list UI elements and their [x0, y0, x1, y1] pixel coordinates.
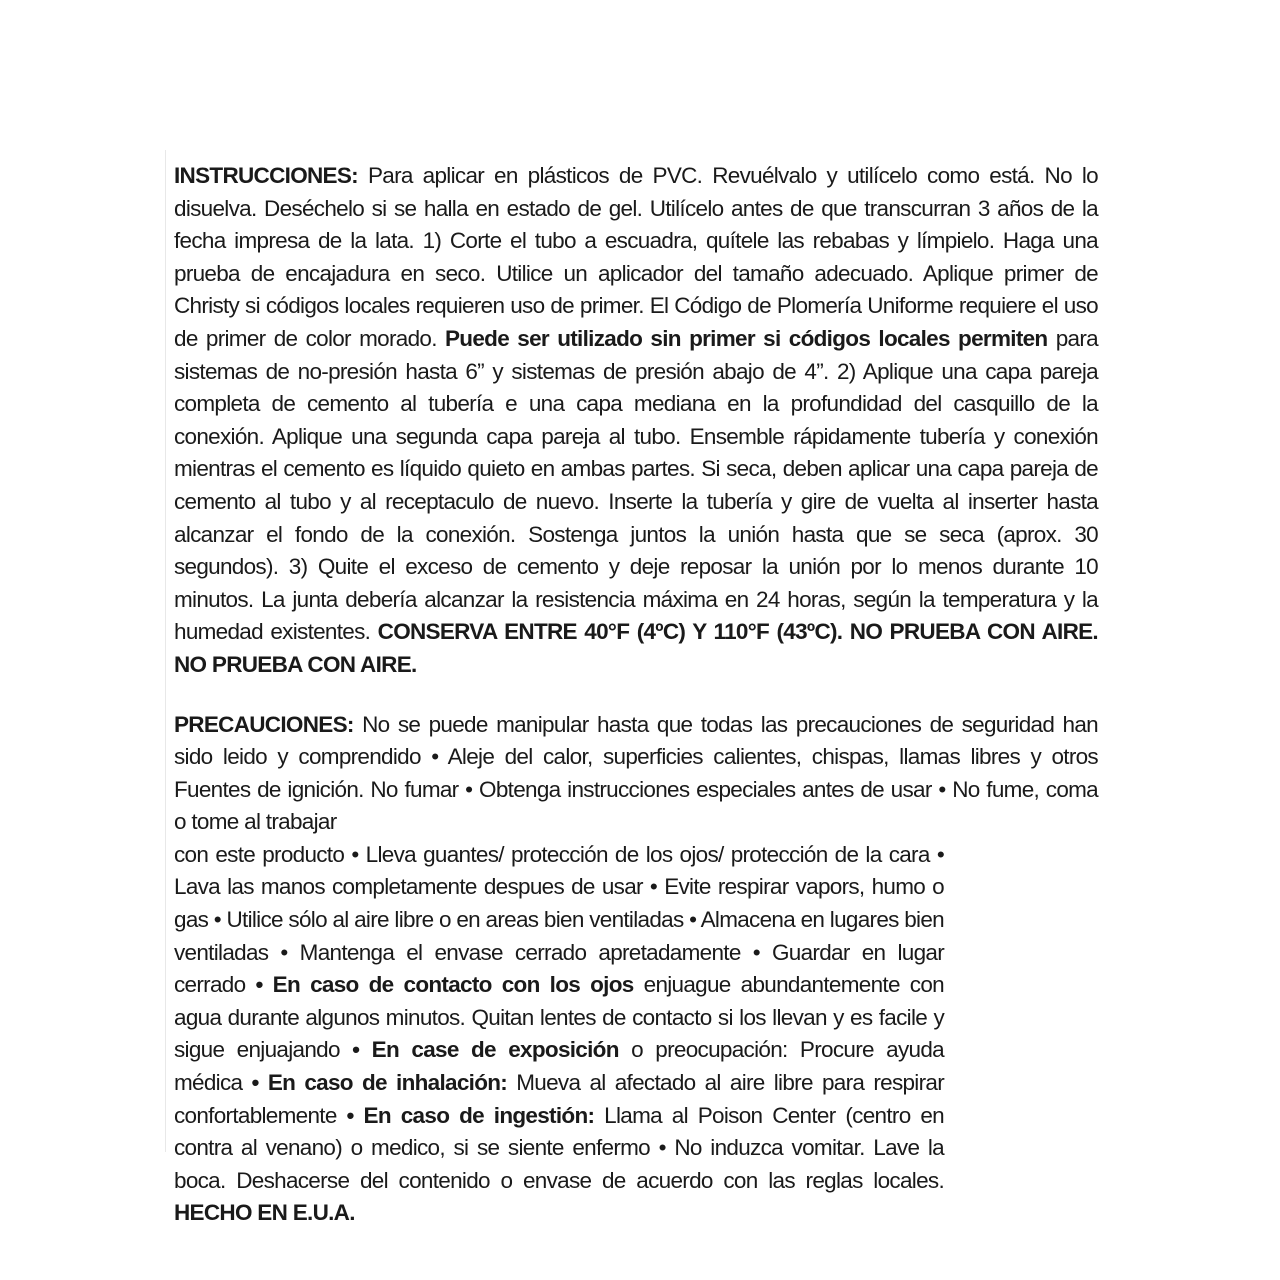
precautions-text-2: enjuague abundantemente con agua durante algunos minutos. Quitan lentes de contacto si los llevan y es facile y sigue enjuajando: [174, 972, 944, 1063]
instructions-bold-1: Puede ser utilizado sin primer si códigos locales permiten: [445, 325, 1048, 351]
instructions-text-1: Para aplicar en plásticos de PVC. Revuélvalo y utilícelo como está. No lo disuelva. Deséchelo si se halla en estado de gel. Utilícelo antes de que transcurran 3 años de la fecha impresa de la lata. 1) Corte el tubo a escuadra, quítele las rebabas y límpielo. Haga una prueba de encajadura en seco. Utilice un aplicador del tamaño adecuado. Aplique primer de Christy si códigos locales requieren uso de primer. El Código de Plomería Uniforme requiere el uso de primer de color morado.: [174, 163, 1098, 351]
instructions-storage-warning: CONSERVA ENTRE 40°F (4ºC) Y 110°F (43ºC). NO PRUEBA CON AIRE. NO PRUEBA CON AIRE.: [174, 619, 1098, 677]
precautions-exposure: • En case de exposición: [352, 1037, 619, 1063]
label-text-block: [174, 160, 1098, 1230]
instructions-heading: INSTRUCCIONES:: [174, 163, 358, 188]
precautions-heading: PRECAUCIONES:: [174, 711, 354, 737]
precautions-eyes-contact: • En caso de contacto con los ojos: [255, 972, 634, 998]
precautions-inhalation: • En caso de inhalación:: [251, 1070, 508, 1096]
precautions-ingestion: • En caso de ingestión:: [346, 1102, 595, 1128]
precautions-paragraph: [174, 709, 1098, 1231]
precautions-text-1: con este producto • Lleva guantes/ protección de los ojos/ protección de la cara • Lava las manos completamente despues de usar • Evite respirar vapors, humo o gas • Utilice sólo al aire libre o en areas bien ventiladas • Almacena en lugares bien ventiladas • Mantenga el envase cerrado apretadamente • Guardar en lugar cerrado: [174, 841, 944, 998]
precautions-text-3: o preocupación: Procure ayuda médica: [174, 1037, 944, 1096]
page-edge-line: [165, 150, 166, 1152]
instructions-text-2: para sistemas de no-presión hasta 6” y sistemas de presión abajo de 4”. 2) Aplique una capa pareja completa de cemento al tubería e una capa mediana en la profundidad del casquillo de la conexión. Aplique una segunda capa pareja al tubo. Ensemble rápidamente tubería y conexión mientras el cemento es líquido quieto en ambas partes. Si seca, deben aplicar una capa pareja de cemento al tubo y al receptaculo de nuevo. Inserte la tubería y gire de vuelta al inserter hasta alcanzar el fondo de la conexión. Sostenga juntos la unión hasta que se seca (aprox. 30 segundos). 3) Quite el exceso de cemento y deje reposar la unión por lo menos durante 10 minutos. La junta debería alcanzar la resistencia máxima en 24 horas, según la temperatura y la humedad existentes.: [174, 325, 1098, 645]
instructions-paragraph: [174, 160, 1098, 682]
precautions-lead-block: [174, 709, 1098, 839]
precautions-text-4: Mueva al afectado al aire libre para respirar confortablemente: [174, 1070, 945, 1128]
made-in-usa: HECHO EN E.U.A.: [174, 1200, 355, 1226]
precautions-lead: No se puede manipular hasta que todas las precauciones de seguridad han sido leido y comprendido • Aleje del calor, superficies calientes, chispas, llamas libres y otros Fuentes de ignición. No fumar • Obtenga instrucciones especiales antes de usar • No fume, coma o tome al trabajar: [174, 711, 1098, 835]
precautions-text-5: Llama al Poison Center (centro en contra al venano) o medico, si se siente enfermo • No induzca vomitar. Lave la boca. Deshacerse del contenido o envase de acuerdo con las reglas locales.: [174, 1102, 944, 1193]
